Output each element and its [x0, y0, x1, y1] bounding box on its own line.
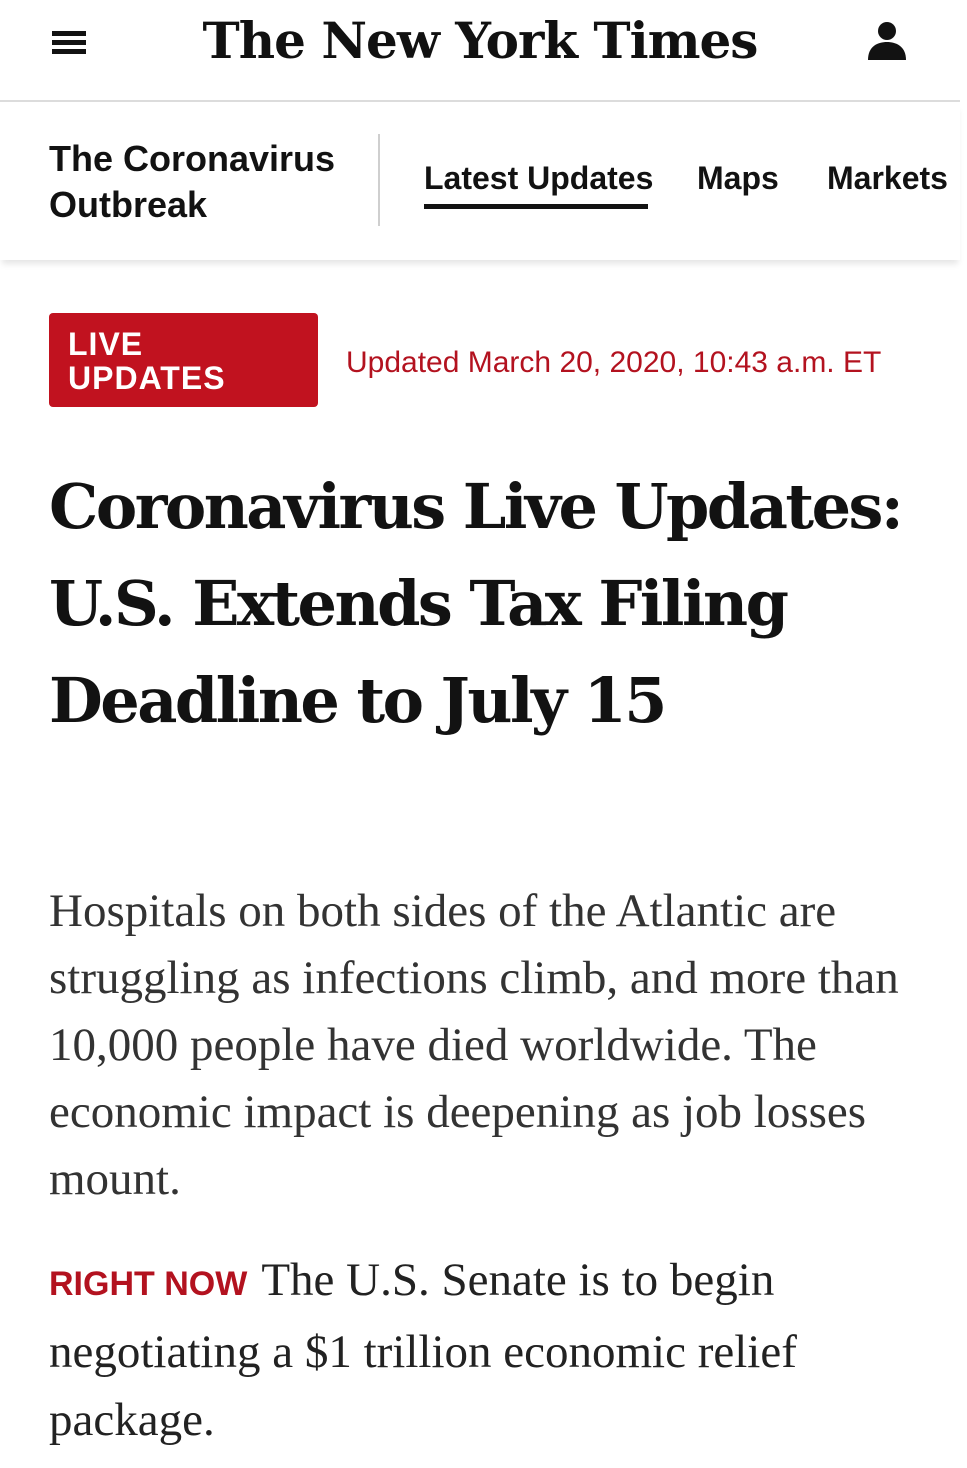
right-now-update [49, 1246, 929, 1454]
active-tab-underline [424, 204, 648, 209]
user-account-icon[interactable] [864, 20, 910, 62]
live-updates-badge [49, 313, 318, 407]
nav-tab-latest-updates[interactable]: Latest Updates [424, 160, 654, 196]
updated-timestamp: Updated March 20, 2020, 10:43 a.m. ET [346, 346, 882, 379]
nav-divider [378, 134, 380, 226]
article-summary: Hospitals on both sides of the Atlantic are struggling as infections climb, and more than 10,000 people have died worldwide. The economic impact is deepening as job losses mount. [49, 885, 899, 1205]
section-nav [0, 102, 960, 260]
nav-tab-markets[interactable]: Markets [827, 160, 948, 196]
live-badge-line1: LIVE [68, 326, 144, 362]
article-headline: Coronavirus Live Updates: U.S. Extends Tax Filing Deadline to July 15 [49, 470, 902, 737]
right-now-text: The U.S. Senate is to begin negotiating a $1 trillion economic relief package. [49, 1254, 797, 1446]
nyt-logo[interactable]: The New York Times [202, 11, 758, 70]
live-badge-line2: UPDATES [68, 360, 226, 396]
nav-tab-maps[interactable]: Maps [697, 160, 779, 196]
section-title[interactable]: The Coronavirus Outbreak [49, 138, 336, 225]
right-now-label: RIGHT NOW [49, 1265, 248, 1303]
hamburger-menu-icon[interactable] [52, 26, 88, 58]
masthead [0, 0, 960, 102]
